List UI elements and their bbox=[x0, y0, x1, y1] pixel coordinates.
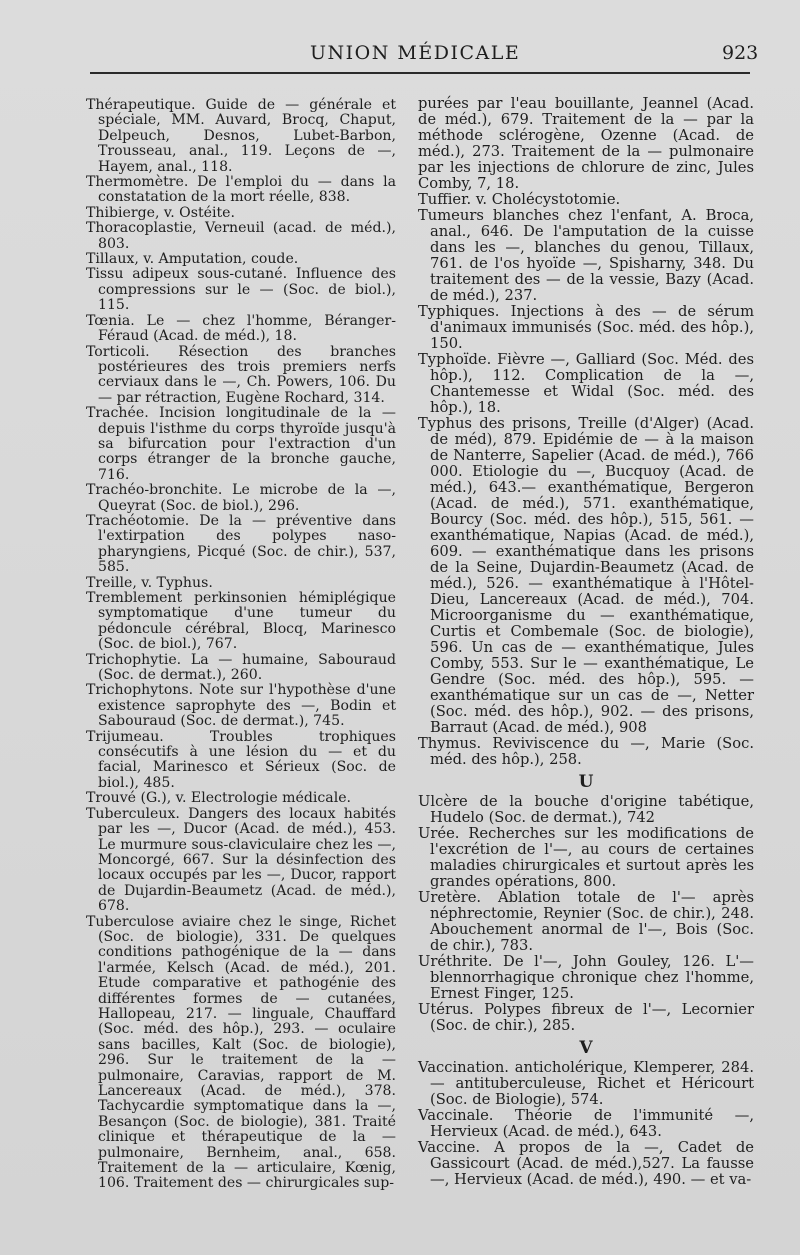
index-entry-continuation: purées par l'eau bouillante, Jeannel (Acad. de méd.), 679. Traitement de la — par la méthode sclérogène, Ozenne (Acad. de méd.), 273. Traitement de la — pulmonaire par les injections de chlorure de zinc, Jules Comby, 7, 18. bbox=[418, 95, 754, 192]
index-entry: Ulcère de la bouche d'origine tabétique, Hudelo (Soc. de dermat.), 742 bbox=[418, 793, 754, 826]
section-letter-heading: U bbox=[578, 772, 594, 792]
index-entry: Tumeurs blanches chez l'enfant, A. Broca, anal., 646. De l'amputation de la cuisse dans les —, blanches du genou, Tillaux, 761. de l'os hyoïde —, Spisharny, 348. Du traitement des — de la vessie, Bazy (Acad. de méd.), 237. bbox=[418, 207, 754, 304]
index-entry: Typhoïde. Fièvre —, Galliard (Soc. Méd. des hôp.), 112. Complication de la —, Chantemesse et Widal (Soc. méd. des hôp.), 18. bbox=[418, 351, 754, 416]
index-entry: Tuberculeux. Dangers des locaux habités par les —, Ducor (Acad. de méd.), 453. Le murmure sous-claviculaire chez les —, Moncorgé, 667. Sur la désinfection des locaux occupés par les —, Ducor, rapport de Dujardin-Beaumetz (Acad. de méd.), 678. bbox=[86, 805, 396, 915]
index-entry: Thoracoplastie, Verneuil (acad. de méd.), 803. bbox=[86, 220, 396, 252]
index-entry: Trachéotomie. De la — préventive dans l'extirpation des polypes naso-pharyngiens, Picqué (Soc. de chir.), 537, 585. bbox=[86, 512, 396, 576]
index-entry: Tuberculose aviaire chez le singe, Richet (Soc. de biologie), 331. De quelques conditions pathogénique de la — dans l'armée, Kelsch (Acad. de méd.), 201. Etude comparative et pathogénie des différentes formes de — cutanées, Hallopeau, 217. — linguale, Chauffard (Soc. méd. des hôp.), 293. — oculaire sans bacilles, Kalt (Soc. de biologie), 296. Sur le traitement de la — pulmonaire, Caravias, rapport de M. Lancereaux (Acad. de méd.), 378. Tachycardie symptomatique dans la —, Besançon (Soc. de biologie), 381. Traité clinique et thérapeutique de la — pulmonaire, Bernheim, anal., 658. Traitement de la — articulaire, Kœnig, 106. Traitement des — chirurgicales sup- bbox=[86, 913, 396, 1192]
index-entry: Trichophytie. La — humaine, Sabouraud (Soc. de dermat.), 260. bbox=[86, 651, 396, 684]
index-entry: Thymus. Reviviscence du —, Marie (Soc. méd. des hôp.), 258. bbox=[418, 735, 754, 768]
index-entry: Tuffier. v. Cholécystotomie. bbox=[418, 191, 621, 208]
section-letter-heading: V bbox=[579, 1038, 593, 1058]
index-entry: Vaccine. A propos de la —, Cadet de Gassicourt (Acad. de méd.),527. La fausse —, Hervieux (Acad. de méd.), 490. — et va- bbox=[418, 1139, 754, 1188]
index-entry: Utérus. Polypes fibreux de l'—, Lecornier (Soc. de chir.), 285. bbox=[418, 1001, 754, 1034]
index-entry: Torticoli. Résection des branches postérieures des trois premiers nerfs cerviaux dans le —, Ch. Powers, 106. Du — par rétraction, Eugène Rochard, 314. bbox=[86, 343, 396, 406]
index-entry: Vaccinale. Théorie de l'immunité —, Hervieux (Acad. de méd.), 643. bbox=[418, 1107, 754, 1140]
index-entry: Thermomètre. De l'emploi du — dans la constatation de la mort réelle, 838. bbox=[86, 174, 396, 206]
index-entry: Vaccination. anticholérique, Klemperer, 284. — antituberculeuse, Richet et Héricourt (Soc. de Biologie), 574. bbox=[418, 1059, 754, 1108]
index-entry: Trouvé (G.), v. Electrologie médicale. bbox=[86, 790, 352, 807]
index-entry: Tœnia. Le — chez l'homme, Béranger-Féraud (Acad. de méd.), 18. bbox=[86, 312, 396, 345]
header-rule bbox=[90, 72, 750, 74]
index-entry: Thibierge, v. Ostéite. bbox=[86, 204, 235, 221]
index-entry: Trijumeau. Troubles trophiques consécutifs à une lésion du — et du facial, Marinesco et Sérieux (Soc. de biol.), 485. bbox=[86, 728, 396, 791]
index-column-left bbox=[86, 98, 396, 1192]
index-entry: Uréthrite. De l'—, John Gouley, 126. L'— blennorrhagique chronique chez l'homme, Ernest Finger, 125. bbox=[418, 953, 754, 1002]
page-number: 923 bbox=[722, 42, 759, 64]
index-entry: Urée. Recherches sur les modifications de l'excrétion de l'—, au cours de certaines maladies chirurgicales et surtout après les grandes opérations, 800. bbox=[418, 825, 754, 890]
index-entry: Typhus des prisons, Treille (d'Alger) (Acad. de méd), 879. Epidémie de — à la maison de Nanterre, Sapelier (Acad. de méd.), 766 000. Etiologie du —, Bucquoy (Acad. de méd.), 643.— exanthématique, Bergeron (Acad. de méd.), 571. exanthématique, Bourcy (Soc. méd. des hôp.), 515, 561. — exanthématique, Napias (Acad. de méd.), 609. — exanthématique dans les prisons de la Seine, Dujardin-Beaumetz (Acad. de méd.), 526. — exanthématique à l'Hôtel-Dieu, Lancereaux (Acad. de méd.), 704. Microorganisme du — exanthématique, Curtis et Combemale (Soc. de biologie), 596. Un cas de — exanthématique, Jules Comby, 553. Sur le — exanthématique, Le Gendre (Soc. méd. des hôp.), 595. — exanthématique sur un cas de —, Netter (Soc. méd. des hôp.), 902. — des prisons, Barraut (Acad. de méd.), 908 bbox=[418, 415, 754, 736]
index-entry: Tremblement perkinsonien hémiplégique symptomatique d'une tumeur du pédoncule cérébral, Blocq, Marinesco (Soc. de biol.), 767. bbox=[86, 590, 396, 653]
page-header bbox=[0, 38, 800, 68]
index-entry: Trachée. Incision longitudinale de la — depuis l'isthme du corps thyroïde jusqu'à sa bifurcation pour l'extraction d'un corps étranger de la bronche gauche, 716. bbox=[86, 405, 396, 483]
index-entry: Treille, v. Typhus. bbox=[86, 574, 213, 591]
running-title: UNION MÉDICALE bbox=[310, 42, 521, 64]
index-entry: Thérapeutique. Guide de — générale et spéciale, MM. Auvard, Brocq, Chaput, Delpeuch, Desnos, Lubet-Barbon, Trousseau, anal., 119. Leçons de —, Hayem, anal., 118. bbox=[86, 97, 396, 175]
index-entry: Trichophytons. Note sur l'hypothèse d'une existence saprophyte des —, Bodin et Sabouraud (Soc. de dermat.), 745. bbox=[86, 682, 396, 730]
index-column-right bbox=[418, 96, 754, 1188]
index-entry: Typhiques. Injections à des — de sérum d'animaux immunisés (Soc. méd. des hôp.), 150. bbox=[418, 303, 754, 352]
index-entry: Uretère. Ablation totale de l'— après néphrectomie, Reynier (Soc. de chir.), 248. Abouchement anormal de l'—, Bois (Soc. de chir.), 783. bbox=[418, 889, 754, 954]
index-entry: Tillaux, v. Amputation, coude. bbox=[86, 251, 299, 268]
index-entry: Trachéo-bronchite. Le microbe de la —, Queyrat (Soc. de biol.), 296. bbox=[86, 482, 396, 514]
index-entry: Tissu adipeux sous-cutané. Influence des compressions sur le — (Soc. de biol.), 115. bbox=[86, 266, 396, 314]
